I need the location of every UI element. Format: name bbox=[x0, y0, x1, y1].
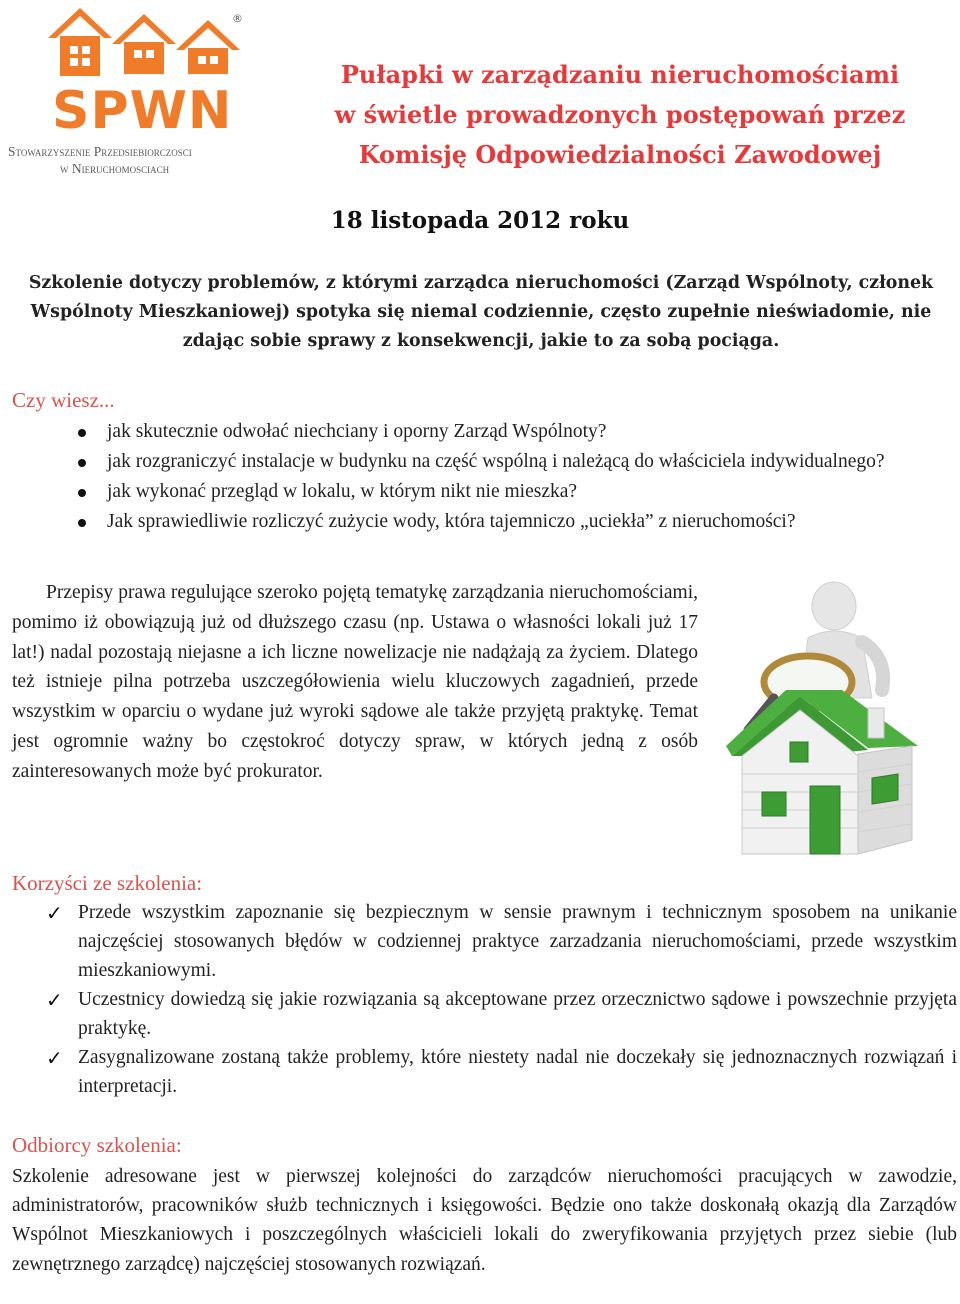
did-you-know-list bbox=[12, 418, 957, 538]
list-item: ✓ Uczestnicy dowiedzą się jakie rozwiązania są akceptowane przez orzecznictwo sądowe i powszechnie przyjęta praktykę. bbox=[46, 988, 957, 1039]
audience-heading: Odbiorcy szkolenia: bbox=[12, 1133, 182, 1157]
list-item: jak wykonać przegląd w lokalu, w którym nikt nie mieszka? bbox=[12, 478, 957, 506]
svg-text:w Nieruchomosciach: w Nieruchomosciach bbox=[60, 161, 170, 176]
check-icon: ✓ bbox=[46, 1046, 63, 1070]
benefits-heading: Korzyści ze szkolenia: bbox=[12, 871, 203, 895]
check-icon: ✓ bbox=[46, 988, 63, 1012]
list-item: ✓ Przede wszystkim zapoznanie się bezpiecznym w sensie prawnym i technicznym sposobem na unikanie najczęściej stosowanych błędów w codziennej praktyce zarzadzania nieruchomościami, przede wszystkim mieszkaniowymi. bbox=[46, 901, 957, 981]
bullet-icon bbox=[78, 429, 86, 437]
list-item: Jak sprawiedliwie rozliczyć zużycie wody, która tajemniczo „uciekła” z nieruchomości? bbox=[12, 508, 957, 536]
list-item: ✓ Zasygnalizowane zostaną także problemy, które niestety nadal nie doczekały się jednoznacznych rozwiązań i interpretacji. bbox=[46, 1046, 957, 1097]
svg-text:®: ® bbox=[232, 12, 243, 25]
bullet-icon bbox=[78, 519, 86, 527]
bullet-icon bbox=[78, 459, 86, 467]
svg-text:Stowarzyszenie Przedsiebiorczo: Stowarzyszenie Przedsiebiorczosci bbox=[8, 144, 192, 159]
title-line-1: Pułapki w zarządzaniu nieruchomościami bbox=[340, 60, 900, 89]
benefits-list bbox=[12, 898, 957, 1101]
laws-paragraph: Przepisy prawa regulujące szeroko pojętą tematykę zarządzania nieruchomościami, pomimo iż obowiązują już od dłuższego czasu (np. Ustawa o własności lokali już 17 lat!) nadal pozostają niejasne a ich liczne nowelizacje nie nadążają za życiem. Dlatego też istnieje pilna potrzeba uszczegółowienia wielu kluczowych zagadnień, przede wszystkim w oparciu o wydane już wyroki sądowe ale także przyjętą praktykę. Temat jest ogromnie ważny bo częstokroć dotyczy spraw, w których jedną z osób zainteresowanych może być prokurator. bbox=[12, 582, 698, 782]
spwn-logo bbox=[8, 6, 273, 178]
check-icon: ✓ bbox=[46, 901, 63, 925]
audience-paragraph: Szkolenie adresowane jest w pierwszej kolejności do zarządców nieruchomości pracujących w zawodzie, administratorów, pracowników służb technicznych i księgowości. Będzie ono także doskonałą okazją dla Zarządów Wspólnot Mieszkaniowych i poszczególnych właścicieli lokali do zweryfikowania przyjętych przez siebie (lub zewnętrznego zarządcę) najczęściej stosowanych rozwiązań. bbox=[12, 1166, 957, 1275]
did-you-know-heading: Czy wiesz... bbox=[12, 388, 115, 412]
house-magnifier-illustration bbox=[712, 578, 940, 874]
svg-text:SPWN: SPWN bbox=[52, 81, 233, 141]
list-item: jak skutecznie odwołać niechciany i oporny Zarząd Wspólnoty? bbox=[12, 418, 957, 446]
list-item: jak rozgraniczyć instalacje w budynku na część wspólną i należącą do właściciela indywidualnego? bbox=[12, 448, 957, 476]
title-line-2: w świetle prowadzonych postępowań przez bbox=[334, 100, 906, 129]
intro-paragraph: Szkolenie dotyczy problemów, z którymi zarządca nieruchomości (Zarząd Wspólnoty, członek Wspólnoty Mieszkaniowej) spotyka się niemal codziennie, często zupełnie nieświadomie, nie zdając sobie sprawy z konsekwencji, jakie to za sobą pociąga. bbox=[28, 273, 934, 351]
title-line-3: Komisję Odpowiedzialności Zawodowej bbox=[358, 140, 882, 169]
bullet-icon bbox=[78, 489, 86, 497]
event-date: 18 listopada 2012 roku bbox=[330, 207, 630, 234]
